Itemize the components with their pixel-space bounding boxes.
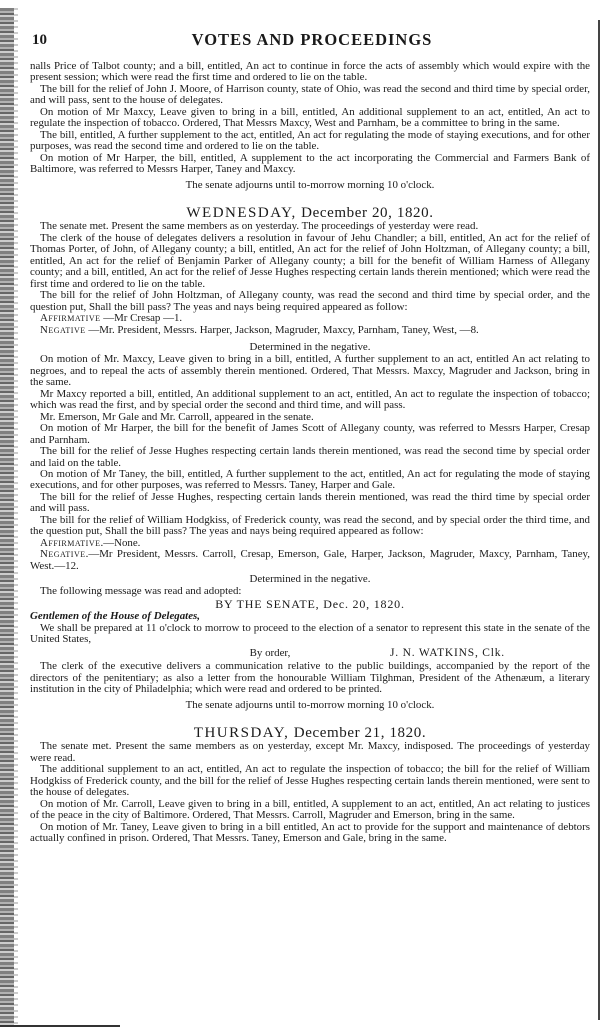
paragraph: On motion of Mr Maxcy, Leave given to bring in a bill, entitled, An additional supplement to an act, entitled, An act to regulate the inspection of tobacco. Ordered, That Messrs Maxcy, West and Parnham, be a committee to bring in the same. [30, 105, 590, 130]
paragraph: The bill for the relief of William Hodgkiss, of Frederick county, was read the second, and by special order the third time, and the question put, Shall the bill pass? The yeas and nays being required appeared as follow: [30, 513, 590, 538]
scan-binding-edge-inner [14, 8, 18, 1026]
day-heading-thursday [30, 725, 590, 742]
message-salutation: Gentlemen of the House of Delegates, [30, 610, 200, 623]
vote-names: —Mr Cresap —1. [100, 312, 183, 325]
paragraph: Mr Maxcy reported a bill, entitled, An additional supplement to an act, entitled, An act to regulate the inspection of tobacco; which was read the first, and by special order the second and third time, and will pass. [30, 387, 590, 412]
vote-names: .—Mr President, Messrs. Carroll, Cresap, Emerson, Gale, Harper, Jackson, Magruder, Maxcy, Parnham, Taney, West.—12. [30, 548, 590, 572]
clerk-name: J. N. WATKINS, Clk. [390, 646, 505, 659]
by-order: By order, [249, 646, 291, 659]
paragraph: The following message was read and adopted: [40, 585, 242, 598]
vote-label: Affirmative [40, 312, 101, 325]
day-name: WEDNESDAY, [186, 204, 297, 221]
page-body [30, 61, 590, 845]
message-body: We shall be prepared at 11 o'clock to morrow to proceed to the election of a senator to represent this state in the senate of the United States, [30, 621, 590, 646]
paragraph: The clerk of the executive delivers a communication relative to the public buildings, accompanied by the report of the directors of the penitentiary; as also a letter from the honourable William Tilghman, President of the Athenæum, a literary institution in the city of Philadelphia; which were read and ordered to be printed. [30, 660, 590, 696]
paragraph: On motion of Mr Harper, the bill for the benefit of James Scott of Allegany county, was referred to Messrs Harper, Cresap and Parnham. [30, 422, 590, 446]
vote-result: Determined in the negative. [249, 340, 371, 353]
paragraph: nalls Price of Talbot county; and a bill, entitled, An act to continue in force the acts of assembly which would expire with the present session; which were read the first time and ordered to lie on the table. [30, 60, 590, 84]
vote-names: .—None. [100, 536, 141, 549]
page-number: 10 [32, 32, 47, 48]
scan-bottom-edge [0, 1025, 120, 1027]
vote-label: Affirmative [40, 536, 101, 549]
day-date: December 20, 1820. [301, 204, 434, 221]
paragraph: The bill for the relief of Jesse Hughes, respecting certain lands therein mentioned, was read the third time by special order and will pass. [30, 490, 590, 515]
paragraph: The bill for the relief of John J. Moore, of Harrison county, state of Ohio, was read the second and third time by special order, and will pass, sent to the house of delegates. [30, 82, 590, 107]
message-signature [30, 648, 590, 659]
page-title: VOTES AND PROCEEDINGS [191, 30, 433, 49]
scan-binding-edge [0, 8, 14, 1026]
vote-label: Negative [40, 548, 86, 561]
adjournment-note: The senate adjourns until to-morrow morning 10 o'clock. [185, 178, 435, 191]
vote-negative [30, 549, 590, 572]
paragraph: On motion of Mr. Taney, Leave given to bring in a bill entitled, An act to provide for the support and maintenance of debtors actually confined in prison. Ordered, That Messrs. Taney, Emerson and Gale, bring in the same. [30, 820, 590, 845]
paragraph: Mr. Emerson, Mr Gale and Mr. Carroll, appeared in the senate. [40, 410, 314, 423]
paragraph: The additional supplement to an act, entitled, An act to regulate the inspection of tobacco; the bill for the relief of William Hodgkiss of Frederick county, and the bill for the relief of Jesse Hughes respecting certain lands therein mentioned, were sent to the house of delegates. [30, 763, 590, 799]
vote-label: Negative [40, 323, 86, 336]
paragraph: On motion of Mr Harper, the bill, entitled, A supplement to the act incorporating the Commercial and Farmers Bank of Baltimore, was referred to Messrs Harper, Taney and Maxcy. [30, 151, 590, 176]
vote-names: —Mr. President, Messrs. Harper, Jackson, Magruder, Maxcy, Parnham, Taney, West, —8. [85, 323, 479, 336]
day-heading-wednesday [30, 204, 590, 221]
paragraph: The bill for the relief of Jesse Hughes respecting certain lands therein mentioned, was read the second time by special order and laid on the table. [30, 445, 590, 469]
paragraph: The senate met. Present the same members as on yesterday, except Mr. Maxcy, indisposed. The proceedings of yesterday were read. [30, 740, 590, 764]
vote-negative [30, 325, 590, 336]
paragraph: The bill, entitled, A further supplement to the act, entitled, An act for regulating the mode of staying executions, and for other purposes, was read the second time and ordered to lie on the table. [30, 128, 590, 153]
paragraph: The senate met. Present the same members as on yesterday. The proceedings of yesterday were read. [40, 220, 479, 233]
day-name: THURSDAY, [193, 725, 290, 742]
paragraph: The clerk of the house of delegates delivers a resolution in favour of Jehu Chandler; a bill, entitled, An act for the relief of Thomas Porter, of John, of Allegany county; a bill, entitled, An act for the relief of John Holtzman, of Allegany county; a bill, entitled, An act for the relief of Benjamin Parker of Allegany county; a bill for the benefit of William Harness of Allegany county; and a bill, entitled, An act for the relief of Jesse Hughes respecting certain lands therein mentioned; which were read the first time and ordered to lie on the table. [30, 231, 590, 290]
paragraph: On motion of Mr. Carroll, Leave given to bring in a bill, entitled, A supplement to an act, entitled, An act relating to justices of the peace in the city of Baltimore. Ordered, That Messrs. Carroll, Magruder and Emerson, bring in the same. [30, 797, 590, 822]
paragraph: On motion of Mr Taney, the bill, entitled, A further supplement to the act, entitled, An act for regulating the mode of staying executions, and for other purposes, was referred to Messrs. Taney, Harper and Gale. [30, 467, 590, 492]
day-date: December 21, 1820. [293, 725, 427, 742]
message-header: BY THE SENATE, Dec. 20, 1820. [215, 596, 405, 611]
paragraph: The bill for the relief of John Holtzman, of Allegany county, was read the second and third time by special order, and the question put, Shall the bill pass? The yeas and nays being required appeared as follow: [30, 289, 590, 313]
page-header [32, 30, 592, 52]
adjournment-note: The senate adjourns until to-morrow morning 10 o'clock. [185, 698, 435, 711]
paragraph: On motion of Mr. Maxcy, Leave given to bring in a bill, entitled, A further supplement to an act, entitled An act relating to negroes, and to repeal the acts of assembly therein mentioned. Ordered, That Messrs. Maxcy, Magruder and Jackson, bring in the same. [30, 353, 590, 389]
vote-result: Determined in the negative. [249, 573, 371, 586]
